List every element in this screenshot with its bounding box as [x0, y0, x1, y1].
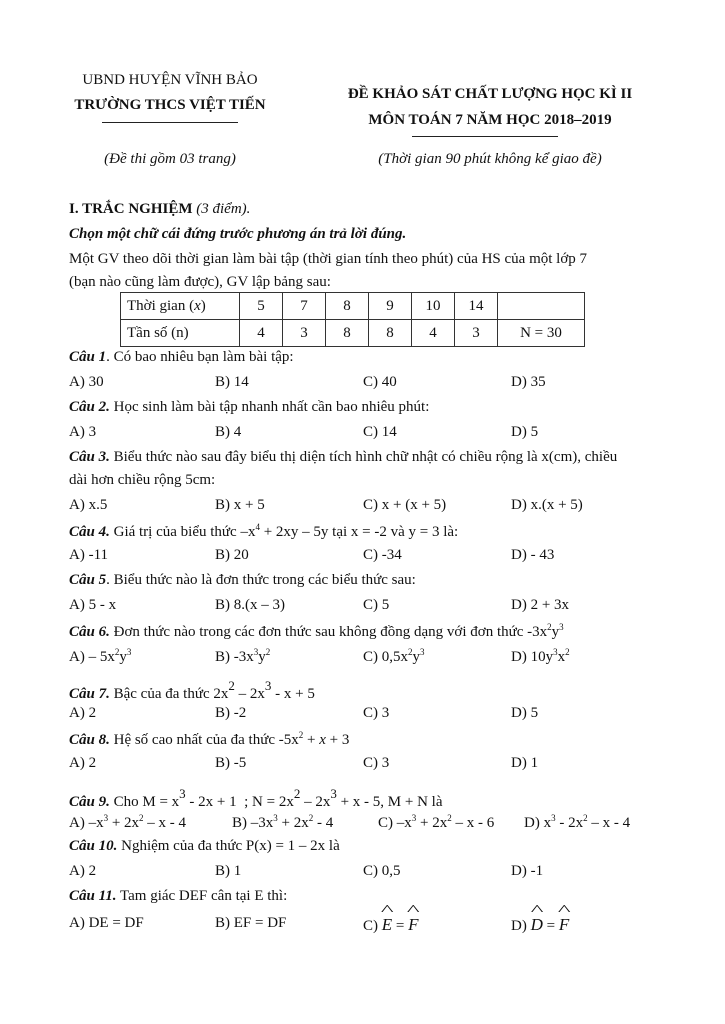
- table-cell: 3: [455, 320, 498, 347]
- time-note: (Thời gian 90 phút không kể giao đề): [378, 151, 602, 167]
- intro-line-2: (bạn nào cũng làm được), GV lập bảng sau:: [69, 274, 331, 290]
- q3-option-a[interactable]: A) x.5: [69, 497, 108, 513]
- table-cell: [498, 293, 585, 320]
- q4-option-d[interactable]: D) - 43: [511, 547, 555, 563]
- district-name: UBND HUYỆN VĨNH BẢO: [82, 72, 258, 88]
- question-8: Câu 8. Hệ số cao nhất của đa thức $-5x^2 + x + 3$: [69, 730, 350, 748]
- section-title: I. TRẮC NGHIỆM: [69, 201, 193, 217]
- q11-option-c[interactable]: C) ^ E = ^ F: [363, 915, 419, 935]
- frequency-table: [120, 292, 585, 347]
- q3-option-b[interactable]: B) x + 5: [215, 497, 265, 513]
- q4-option-c[interactable]: C) -34: [363, 547, 402, 563]
- question-3: Câu 3. Biểu thức nào sau đây biểu thị diện tích hình chữ nhật có chiều rộng là x(cm), chiều: [69, 449, 618, 465]
- q7-option-d[interactable]: D) 5: [511, 705, 539, 721]
- q10-option-b[interactable]: B) 1: [215, 863, 242, 879]
- question-6: Câu 6. Đơn thức nào trong các đơn thức sau không đồng dạng với đơn thức $-3x^2y^3$: [69, 622, 564, 640]
- q9-option-b[interactable]: B) $-3x^3 + 2x^2 - 4$: [232, 813, 334, 831]
- q6-option-b[interactable]: B) $-3x^3y^2$: [215, 647, 271, 665]
- question-5: Câu 5. Biểu thức nào là đơn thức trong các biểu thức sau:: [69, 572, 416, 588]
- table-cell: 10: [412, 293, 455, 320]
- q5-option-d[interactable]: D) 2 + 3x: [511, 597, 570, 613]
- table-cell: 8: [326, 293, 369, 320]
- q1-option-c[interactable]: C) 40: [363, 374, 397, 390]
- question-9: Câu 9. Cho $M = x^3 - 2x + 1$ ; $N = 2x^2 - 2x^3 + x - 5$, M + N là: [69, 786, 443, 810]
- q10-option-d[interactable]: D) -1: [511, 863, 544, 879]
- q5-option-c[interactable]: C) 5: [363, 597, 390, 613]
- q10-option-a[interactable]: A) 2: [69, 863, 97, 879]
- q8-option-c[interactable]: C) 3: [363, 755, 390, 771]
- table-row: [121, 320, 585, 347]
- table-row: [121, 293, 585, 320]
- q4-option-a[interactable]: A) -11: [69, 547, 109, 563]
- q2-option-b[interactable]: B) 4: [215, 424, 242, 440]
- q7-option-a[interactable]: A) 2: [69, 705, 97, 721]
- school-underline: [102, 122, 238, 123]
- q1-option-a[interactable]: A) 30: [69, 374, 104, 390]
- table-cell: 8: [326, 320, 369, 347]
- question-3-cont: dài hơn chiều rộng 5cm:: [69, 472, 216, 488]
- q11-option-a[interactable]: A) DE = DF: [69, 915, 144, 931]
- q6-option-a[interactable]: $A) - 5x^2y^3$: [69, 647, 132, 665]
- table-cell: 14: [455, 293, 498, 320]
- school-name: TRƯỜNG THCS VIỆT TIẾN: [74, 97, 266, 113]
- table-row-label: Thời gian (x): [121, 293, 240, 320]
- table-cell: 8: [369, 320, 412, 347]
- section-heading: [69, 201, 250, 218]
- q9-option-d[interactable]: D) $x^3 - 2x^2$ – x - 4: [524, 813, 631, 831]
- q2-option-c[interactable]: C) 14: [363, 424, 397, 440]
- title-underline: [412, 136, 558, 137]
- q1-option-d[interactable]: D) 35: [511, 374, 546, 390]
- page-count-note: (Đề thi gồm 03 trang): [104, 151, 236, 167]
- q8-option-d[interactable]: D) 1: [511, 755, 539, 771]
- q7-option-b[interactable]: B) -2: [215, 705, 247, 721]
- question-7: Câu 7. Bậc của đa thức $2x^2 - 2x^3 - x + 5$: [69, 678, 315, 702]
- q9-option-c[interactable]: C) $-x^3 + 2x^2 - x - 6$: [378, 813, 495, 831]
- q1-option-b[interactable]: B) 14: [215, 374, 249, 390]
- intro-line-1: Một GV theo dõi thời gian làm bài tập (thời gian tính theo phút) của HS của một lớp 7: [69, 251, 588, 267]
- table-cell: N = 30: [498, 320, 585, 347]
- q11-option-b[interactable]: B) EF = DF: [215, 915, 287, 931]
- table-cell: 9: [369, 293, 412, 320]
- q2-option-d[interactable]: D) 5: [511, 424, 539, 440]
- question-11: Câu 11. Tam giác DEF cân tại E thì:: [69, 888, 288, 904]
- table-cell: 3: [283, 320, 326, 347]
- q6-option-c[interactable]: C) $0,5x^2y^3$: [363, 647, 425, 665]
- q9-option-a[interactable]: A) $-x^3 + 2x^2 - x - 4$: [69, 813, 187, 831]
- table-cell: 7: [283, 293, 326, 320]
- section-points: (3 điểm).: [196, 201, 251, 217]
- table-cell: 5: [240, 293, 283, 320]
- exam-subject: MÔN TOÁN 7 NĂM HỌC 2018–2019: [368, 112, 612, 128]
- table-cell: 4: [240, 320, 283, 347]
- table-row-label: Tần số (n): [121, 320, 240, 347]
- instruction: Chọn một chữ cái đứng trước phương án trả lời đúng.: [69, 226, 407, 242]
- q8-option-b[interactable]: B) -5: [215, 755, 247, 771]
- q3-option-d[interactable]: D) x.(x + 5): [511, 497, 583, 513]
- question-2: Câu 2. Học sinh làm bài tập nhanh nhất cần bao nhiêu phút:: [69, 399, 430, 415]
- q11-option-d[interactable]: D) ^ D = ^ F: [511, 915, 569, 935]
- q3-option-c[interactable]: C) x + (x + 5): [363, 497, 447, 513]
- q6-option-d[interactable]: D) $10y^3x^2$: [511, 647, 570, 665]
- q7-option-c[interactable]: C) 3: [363, 705, 390, 721]
- table-cell: 4: [412, 320, 455, 347]
- q5-option-a[interactable]: A) 5 - x: [69, 597, 117, 613]
- q4-option-b[interactable]: B) 20: [215, 547, 249, 563]
- question-1: Câu 1. Có bao nhiêu bạn làm bài tập:: [69, 349, 294, 365]
- question-4: Câu 4. Giá trị của biểu thức $-x^4 + 2xy - 5y$ tại x = -2 và y = 3 là:: [69, 522, 459, 540]
- q2-option-a[interactable]: A) 3: [69, 424, 97, 440]
- q10-option-c[interactable]: C) 0,5: [363, 863, 401, 879]
- q5-option-b[interactable]: B) 8.(x – 3): [215, 597, 285, 613]
- question-10: Câu 10. Nghiệm của đa thức P(x) = 1 – 2x là: [69, 838, 340, 854]
- exam-title: ĐỀ KHẢO SÁT CHẤT LƯỢNG HỌC KÌ II: [347, 86, 633, 102]
- q8-option-a[interactable]: A) 2: [69, 755, 97, 771]
